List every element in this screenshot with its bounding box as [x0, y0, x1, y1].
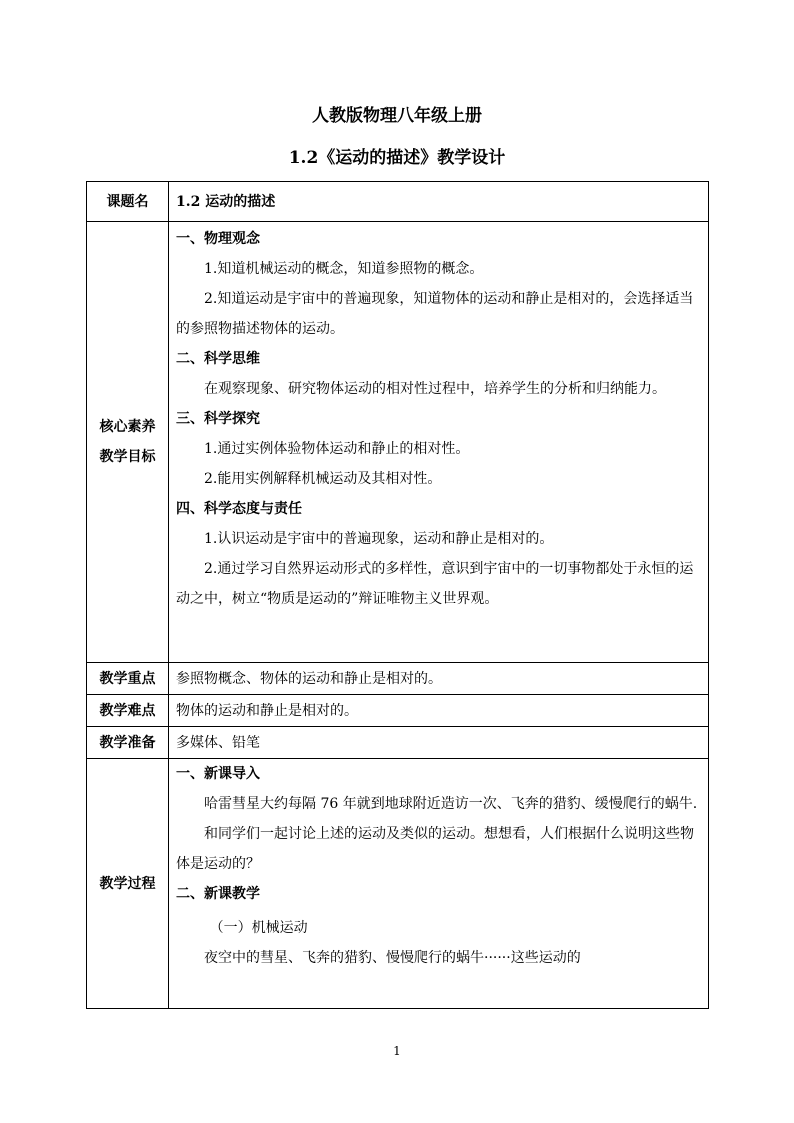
- preparation-value: 多媒体、铅笔: [169, 727, 709, 759]
- difficulty-row: [87, 695, 709, 727]
- page-number: 1: [393, 1044, 401, 1058]
- document-title: 人教版物理八年级上册: [312, 106, 482, 126]
- goals-content: [169, 222, 709, 663]
- key-points-value: 参照物概念、物体的运动和静止是相对的。: [169, 663, 709, 695]
- goals-label-line-2: 教学目标: [99, 449, 156, 465]
- goal-paragraph: 1.认识运动是宇宙中的普遍现象，运动和静止是相对的。: [204, 531, 554, 547]
- goal-paragraph: 1.通过实例体验物体运动和静止的相对性。: [204, 441, 470, 457]
- goal-paragraph: 1.知道机械运动的概念，知道参照物的概念。: [204, 261, 484, 277]
- lesson-plan-table: [86, 181, 709, 1009]
- topic-label: 课题名: [87, 182, 169, 222]
- topic-row: [87, 182, 709, 222]
- goal-paragraph: 2.能用实例解释机械运动及其相对性。: [204, 471, 442, 487]
- preparation-row: [87, 727, 709, 759]
- topic-value: 1.2 运动的描述: [169, 182, 709, 222]
- process-row: [87, 759, 709, 1009]
- goal-heading-attitude: 四、科学态度与责任: [176, 501, 302, 517]
- process-heading-intro: 一、新课导入: [176, 766, 260, 782]
- process-paragraph: 哈雷彗星大约每隔 76 年就到地球附近造访一次、飞奔的猎豹、缓慢爬行的蜗牛.: [204, 796, 698, 812]
- document-subtitle: 1.2《运动的描述》教学设计: [288, 148, 506, 168]
- key-points-row: [87, 663, 709, 695]
- goals-label-line-1: 核心素养: [99, 419, 156, 435]
- goal-paragraph: 在观察现象、研究物体运动的相对性过程中，培养学生的分析和归纳能力。: [204, 381, 666, 397]
- process-content: [169, 759, 709, 1009]
- goal-paragraph: 2.知道运动是宇宙中的普遍现象，知道物体的运动和静止是相对的，会选择适当的参照物描述物体的运动。: [176, 291, 694, 337]
- goal-heading-scientific-thinking: 二、科学思维: [176, 351, 260, 367]
- goal-heading-scientific-inquiry: 三、科学探究: [176, 411, 260, 427]
- process-heading-teaching: 二、新课教学: [176, 886, 260, 902]
- process-paragraph: 和同学们一起讨论上述的运动及类似的运动。想想看，人们根据什么说明这些物体是运动的？: [176, 826, 694, 872]
- process-paragraph: 夜空中的彗星、飞奔的猎豹、慢慢爬行的蜗牛······这些运动的: [204, 950, 581, 966]
- preparation-label: 教学准备: [87, 727, 169, 759]
- goal-heading-physics-concept: 一、物理观念: [176, 231, 260, 247]
- goals-label: [87, 222, 169, 663]
- key-points-label: 教学重点: [87, 663, 169, 695]
- process-label: 教学过程: [87, 759, 169, 1009]
- goal-paragraph: 2.通过学习自然界运动形式的多样性，意识到宇宙中的一切事物都处于永恒的运动之中，树立“物质是运动的”辩证唯物主义世界观。: [176, 561, 694, 607]
- goals-row: [87, 222, 709, 663]
- difficulty-label: 教学难点: [87, 695, 169, 727]
- difficulty-value: 物体的运动和静止是相对的。: [169, 695, 709, 727]
- process-subheading: （一）机械运动: [209, 920, 308, 936]
